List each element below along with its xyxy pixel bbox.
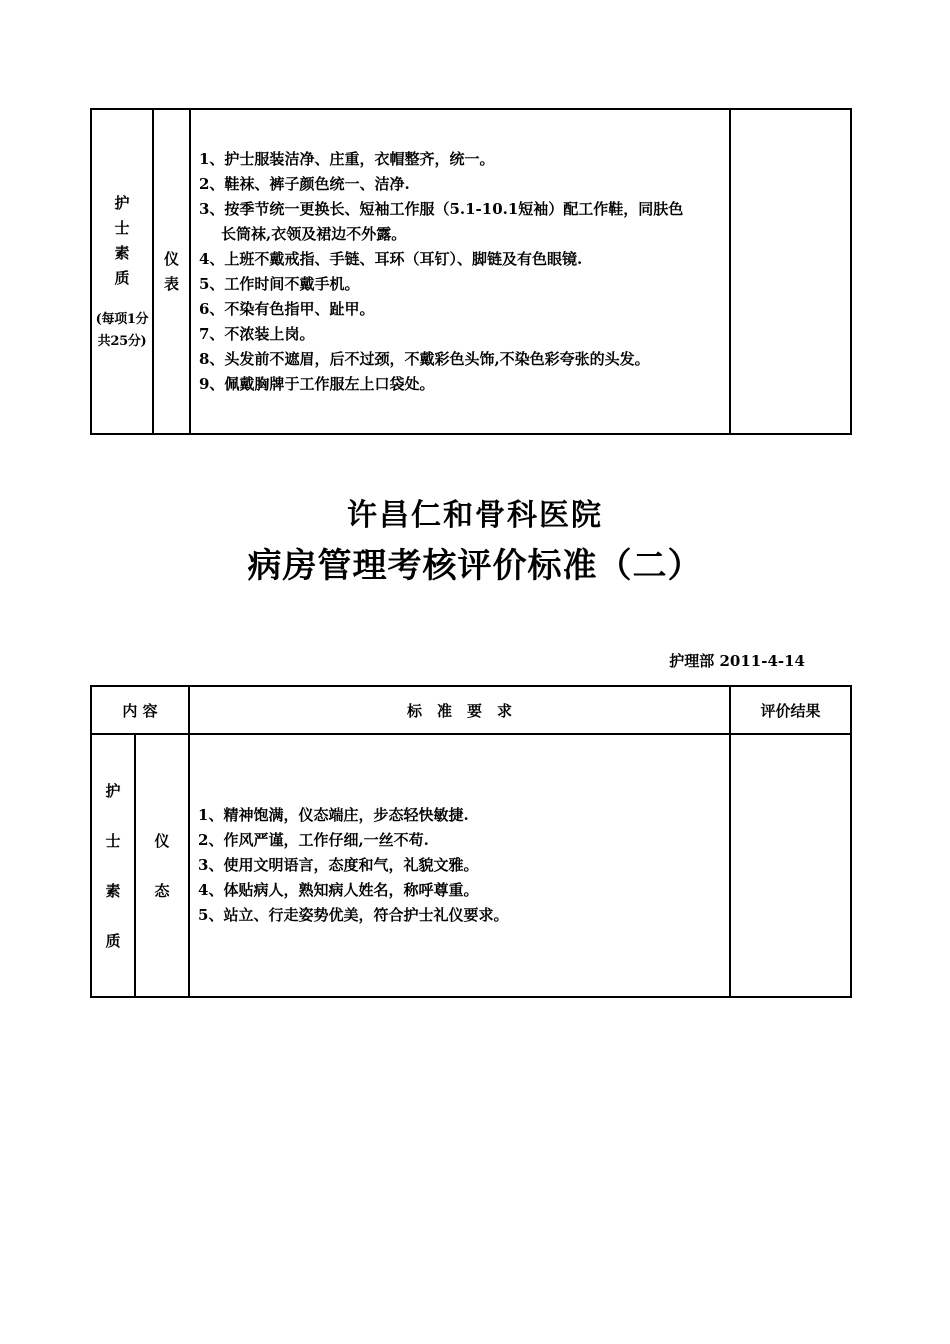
hospital-name: 许昌仁和骨科医院 [347, 498, 603, 533]
nursing-quality-table-1 [90, 108, 852, 435]
standard-item: 6、不染有色指甲、趾甲。 [199, 299, 375, 318]
header-content: 内 容 [91, 686, 189, 734]
nursing-quality-table-2 [90, 685, 852, 998]
standard-item: 8、头发前不遮眉，后不过颈，不戴彩色头饰,不染色彩夸张的头发。 [199, 349, 650, 368]
score-note-line: (每项1分 [95, 311, 149, 327]
standard-item: 7、不浓装上岗。 [199, 324, 315, 343]
standard-item: 1、护士服装洁净、庄重，衣帽整齐，统一。 [199, 149, 495, 168]
standard-items-cell [190, 109, 730, 434]
standard-item: 2、作风严谨，工作仔细,一丝不苟. [198, 831, 429, 849]
category-char: 护 [114, 193, 130, 212]
category-cell [91, 109, 153, 434]
category-char: 素 [114, 243, 130, 262]
standard-item: 5、工作时间不戴手机。 [199, 274, 360, 293]
document-title: 病房管理考核评价标准（二） [247, 546, 703, 586]
category-char: 士 [114, 218, 130, 237]
category-char: 士 [105, 831, 121, 850]
subcategory-cell [135, 734, 189, 997]
standard-item: 2、鞋袜、裤子颜色统一、洁净. [199, 174, 410, 193]
standard-item: 4、体贴病人，熟知病人姓名，称呼尊重。 [198, 881, 479, 899]
result-cell[interactable] [730, 734, 851, 997]
category-cell [91, 734, 135, 997]
category-char: 护 [105, 781, 121, 800]
standard-item: 3、使用文明语言，态度和气，礼貌文雅。 [198, 856, 479, 874]
standard-items-cell [189, 734, 730, 997]
header-standard: 标 准 要 求 [189, 686, 730, 734]
score-note-line: 共25分) [97, 333, 147, 349]
subcategory-char: 表 [163, 274, 179, 293]
header-result: 评价结果 [730, 686, 851, 734]
standard-item-continuation: 长筒袜,衣领及裙边不外露。 [221, 224, 407, 243]
subcategory-char: 仪 [154, 831, 170, 850]
standard-item: 1、精神饱满，仪态端庄，步态轻快敏捷. [198, 806, 469, 824]
standard-item: 3、按季节统一更换长、短袖工作服（5.1-10.1短袖）配工作鞋，同肤色 [199, 199, 684, 218]
subcategory-char: 仪 [163, 249, 179, 268]
subcategory-cell [153, 109, 190, 434]
result-cell[interactable] [730, 109, 851, 434]
standard-item: 5、站立、行走姿势优美，符合护士礼仪要求。 [198, 906, 509, 924]
category-char: 质 [114, 268, 130, 287]
category-char: 素 [105, 881, 121, 900]
category-char: 质 [105, 931, 121, 950]
standard-item: 4、上班不戴戒指、手链、耳环（耳钉）、脚链及有色眼镜. [199, 249, 583, 268]
department-date: 护理部 2011-4-14 [669, 652, 805, 670]
subcategory-char: 态 [154, 881, 170, 900]
standard-item: 9、佩戴胸牌于工作服左上口袋处。 [199, 374, 435, 393]
